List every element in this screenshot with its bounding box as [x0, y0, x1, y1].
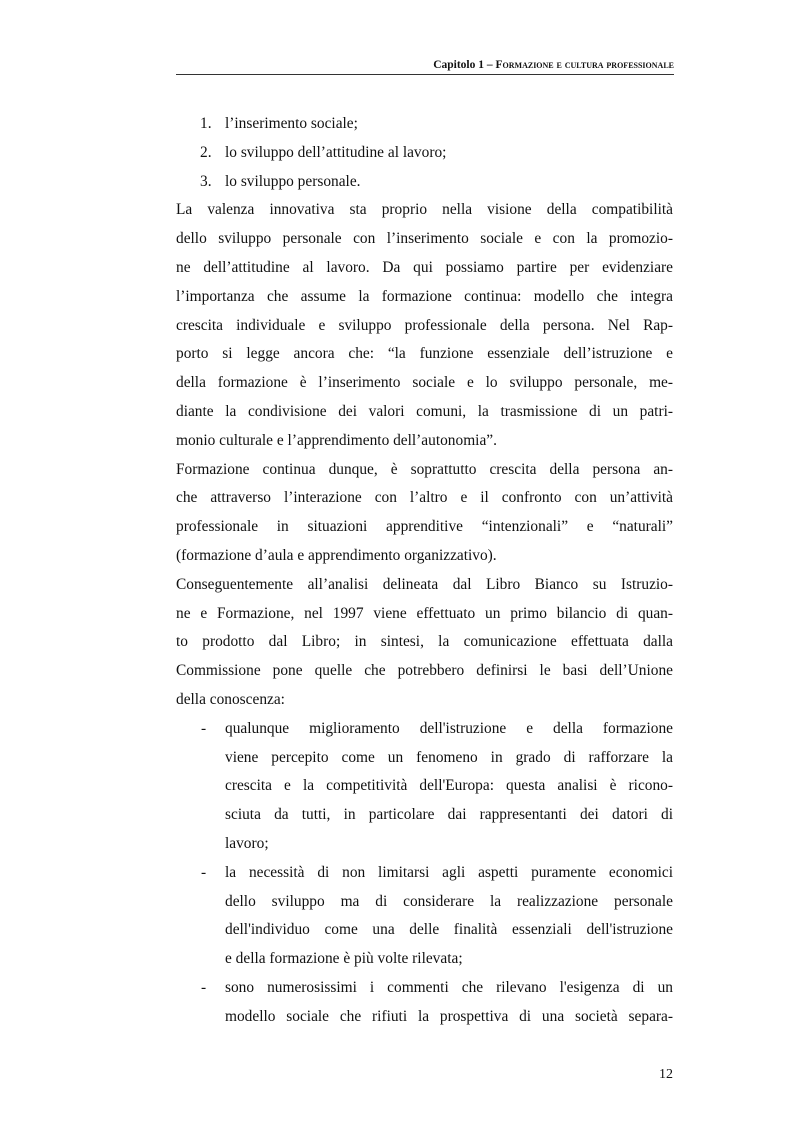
list-item-text: lo sviluppo dell’attitudine al lavoro;	[225, 143, 447, 161]
dash-bullet: -	[201, 719, 207, 737]
list-number: 1.	[200, 115, 212, 132]
text-line: della conoscenza:	[176, 690, 285, 708]
text-line: la necessità di non limitarsi agli aspetti puramente economici	[225, 863, 673, 881]
text-line: monio culturale e l’apprendimento dell’autonomia”.	[176, 431, 497, 449]
numbered-list	[176, 110, 673, 196]
list-item	[176, 139, 673, 168]
list-number: 2.	[200, 143, 212, 161]
text-line: e della formazione è più volte rilevata;	[225, 950, 463, 968]
page-number: 12	[659, 1067, 673, 1082]
paragraph-valenza	[176, 196, 673, 455]
text-line: dello sviluppo ma di considerare la realizzazione personale	[225, 892, 673, 910]
list-number: 3.	[200, 172, 212, 190]
text-line: crescita individuale e sviluppo professionale della persona. Nel Rap-	[176, 316, 673, 334]
list-item	[176, 859, 673, 974]
list-item	[176, 168, 673, 197]
header-rule	[176, 74, 674, 75]
text-line: qualunque miglioramento dell'istruzione e della formazione	[225, 719, 673, 737]
text-line: della formazione è l’inserimento sociale e lo sviluppo personale, me-	[176, 374, 673, 392]
text-line: La valenza innovativa sta proprio nella visione della compatibilità	[176, 201, 673, 219]
dash-list	[176, 715, 673, 1032]
text-line: crescita e la competitività dell'Europa: questa analisi è ricono-	[225, 777, 673, 795]
text-line: modello sociale che rifiuti la prospettiva di una società separa-	[225, 1007, 673, 1025]
text-line: lavoro;	[225, 834, 269, 852]
chapter-title: Formazione e cultura professionale	[495, 59, 674, 71]
text-line: Conseguentemente all’analisi delineata dal Libro Bianco su Istruzio-	[176, 575, 673, 593]
text-line: sono numerosissimi i commenti che rilevano l'esigenza di un	[225, 978, 673, 996]
text-line: to prodotto dal Libro; in sintesi, la comunicazione effettuata dalla	[176, 633, 673, 651]
text-line: sciuta da tutti, in particolare dai rappresentanti dei datori di	[225, 806, 673, 824]
paragraph-formazione-continua	[176, 456, 673, 571]
list-item	[176, 715, 673, 859]
text-line: ne e Formazione, nel 1997 viene effettuato un primo bilancio di quan-	[176, 604, 673, 622]
text-line: che attraverso l’interazione con l’altro e il confronto con un’attività	[176, 489, 673, 507]
text-line: Formazione continua dunque, è soprattutto crescita della persona an-	[176, 460, 673, 478]
dash-bullet: -	[201, 863, 207, 881]
dash-bullet: -	[201, 978, 207, 996]
text-line: dell'individuo come una delle finalità essenziali dell'istruzione	[225, 921, 673, 939]
list-item-text: lo sviluppo personale.	[225, 172, 361, 190]
text-line: ne dell’attitudine al lavoro. Da qui possiamo partire per evidenziare	[176, 258, 673, 276]
text-line: viene percepito come un fenomeno in grado di rafforzare la	[225, 748, 673, 766]
text-line: professionale in situazioni apprenditive “intenzionali” e “naturali”	[176, 518, 673, 536]
list-item	[176, 110, 673, 139]
running-header	[176, 56, 674, 74]
chapter-label: Capitolo 1 –	[433, 59, 496, 71]
text-line: Commissione pone quelle che potrebbero definirsi le basi dell’Unione	[176, 662, 673, 680]
text-line: (formazione d’aula e apprendimento organizzativo).	[176, 546, 497, 564]
text-line: diante la condivisione dei valori comuni, la trasmissione di un patri-	[176, 402, 673, 420]
text-line: porto si legge ancora che: “la funzione essenziale dell’istruzione e	[176, 345, 673, 363]
list-item	[176, 974, 673, 1032]
text-line: l’importanza che assume la formazione continua: modello che integra	[176, 287, 673, 305]
page-body	[176, 110, 673, 1032]
list-item-text: l’inserimento sociale;	[225, 115, 358, 132]
text-line: dello sviluppo personale con l’inserimento sociale e con la promozio-	[176, 230, 673, 248]
paragraph-libro-bianco	[176, 571, 673, 715]
